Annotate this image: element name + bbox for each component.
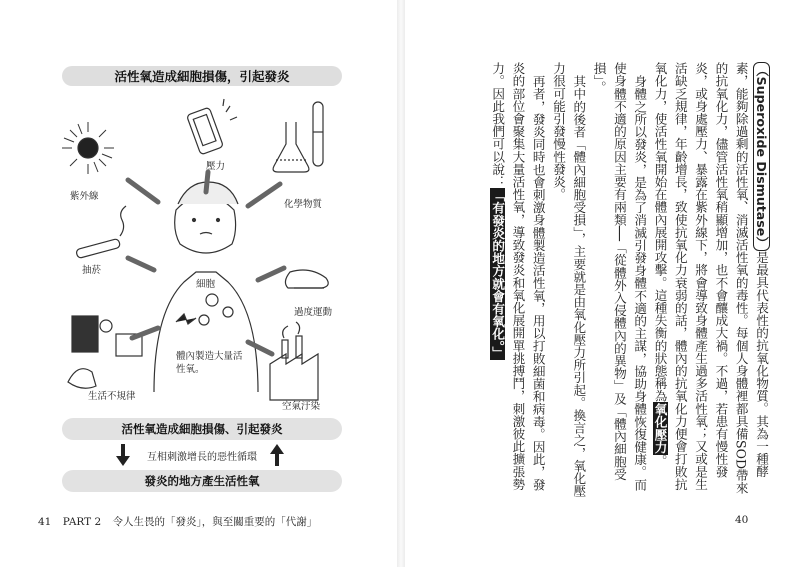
- label-uv: 紫外線: [70, 191, 99, 202]
- body-text: [449, 62, 771, 498]
- summary-bottom: 發炎的地方產生活性氧: [62, 470, 342, 492]
- label-irregular-life: 生活不規律: [88, 391, 136, 402]
- paragraph-1: [649, 62, 771, 498]
- page-number-right: 40: [735, 514, 749, 526]
- illustration: [58, 92, 348, 412]
- factory-icon: [270, 322, 318, 400]
- label-air-pollution: 空氣汙染: [282, 401, 321, 412]
- book-gutter: [397, 0, 405, 567]
- part-label: PART 2: [62, 516, 102, 528]
- sun-icon: [62, 122, 114, 174]
- smartphone-icon: [187, 99, 237, 155]
- footer-left: [38, 514, 325, 529]
- cigarette-icon: [76, 206, 126, 259]
- chapter-title: 令人生畏的「發炎」，與至關重要的「代謝」: [112, 516, 318, 528]
- oxidative-stress-highlight: 氧化壓力: [652, 403, 668, 454]
- label-cell: 細胞: [196, 279, 216, 290]
- sod-term: （Superoxide Dismutase）: [754, 64, 769, 249]
- paragraph-4-text: 再者，發炎同時也會刺激身體製造活性氧，用以打敗細菌和病毒。因此，發炎的部位會聚集大量活性氧，導致發炎和氧化展開單挑搏鬥，刺激彼此擴張勢力。因此我們可以說：: [490, 62, 546, 491]
- label-stress: 壓力: [206, 161, 226, 172]
- inflammation-oxidation-highlight: 「有發炎的地方就會有氧化。」: [490, 189, 506, 360]
- label-body-produces: 體內製造大量活性氧。: [176, 351, 243, 375]
- paragraph-4: [487, 62, 548, 498]
- summary-top: 活性氧造成細胞損傷、引起發炎: [62, 418, 342, 440]
- paragraph-1-text: 是最具代表性的抗氧化物質。其為一種酵素，能夠除過剩的活性氧、消滅活性氧的毒性。每個人身體裡都具備SOD帶來的抗氧化力，儘管活性氧稍顯增加，也不會釀成大禍。不過，若患有慢性發炎，或身處壓力、暴露在紫外線下，將會導致身體產生過多活性氧；又或是生活缺乏規律，年齡增長，致使抗氧化力衰弱的話，體內的抗氧化力便會打敗抗氧化力，使活性氧開始在體內展開攻擊。這種失衡的狀態稱為: [652, 62, 769, 495]
- page-number-left: 41: [38, 516, 52, 528]
- tv-clock-icon: [68, 316, 142, 388]
- paragraph-1-end: 。: [652, 454, 668, 468]
- test-tube-icon: [273, 102, 323, 172]
- label-smoking: 抽菸: [82, 265, 102, 276]
- summary-middle: 互相刺激增長的惡性循環: [147, 451, 257, 463]
- label-overexercise: 過度運動: [294, 307, 333, 318]
- label-chemicals: 化學物質: [284, 199, 323, 210]
- running-shoe-icon: [285, 270, 328, 288]
- arrow-up-icon: [270, 444, 284, 466]
- figure-title: 活性氧造成細胞損傷，引起發炎: [62, 66, 342, 86]
- paragraph-2: 身體之所以發炎，是為了消滅引發身體不適的主謀，協助身體恢復健康。而使身體不適的原因主要有兩類──「從體外入侵體內的異物」及「體內細胞受損」。: [591, 62, 648, 491]
- paragraph-3: 其中的後者「體內細胞受損」，主要就是由氧化壓力所引起。換言之，氧化壓力很可能引發慢性發炎。: [551, 62, 587, 497]
